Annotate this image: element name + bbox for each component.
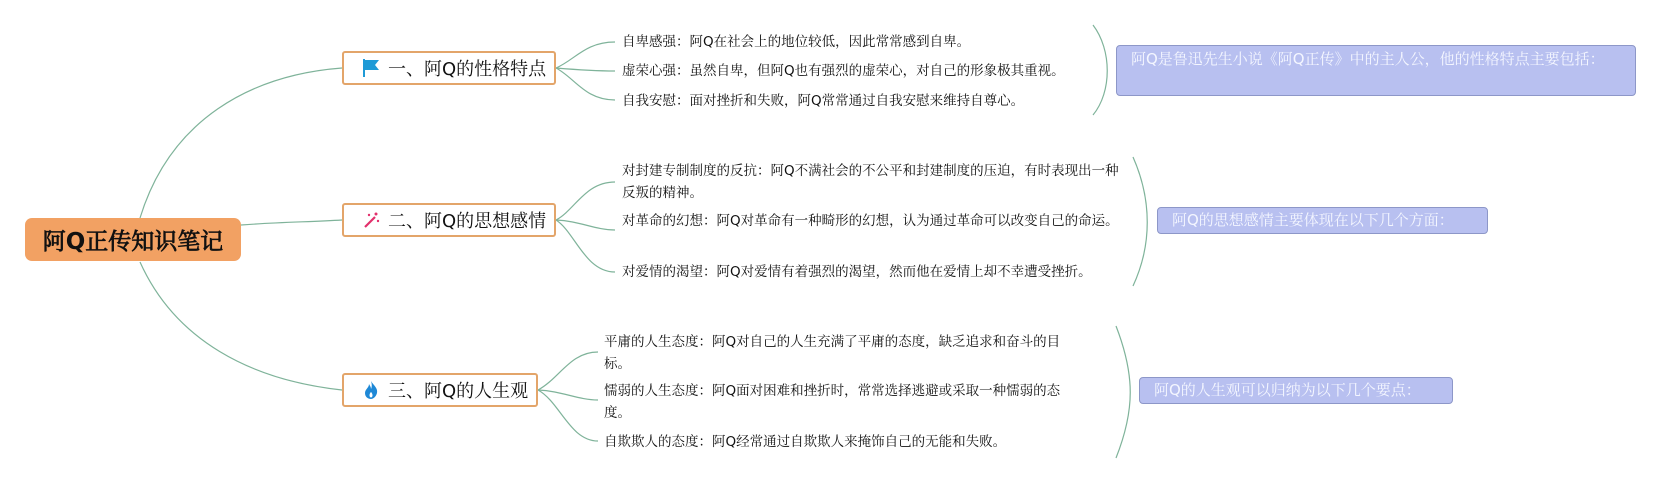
leaf-item[interactable]: 对爱情的渴望：阿Q对爱情有着强烈的渴望，然而他在爱情上却不幸遭受挫折。 <box>622 264 1092 280</box>
leaf-item[interactable]: 平庸的人生态度：阿Q对自己的人生充满了平庸的态度，缺乏追求和奋斗的目标。 <box>604 334 1061 372</box>
link-b2-item-1 <box>556 182 615 220</box>
link-root-branch-2 <box>241 220 342 225</box>
link-b3-item-1 <box>538 352 598 390</box>
leaf-item[interactable]: 自我安慰：面对挫折和失败，阿Q常常通过自我安慰来维持自尊心。 <box>622 93 1025 109</box>
flag-icon <box>360 57 382 79</box>
leaf-item[interactable]: 对封建专制制度的反抗：阿Q不满社会的不公平和封建制度的压迫，有时表现出一种反叛的精神。 <box>622 163 1119 201</box>
leaf-item[interactable]: 自卑感强：阿Q在社会上的地位较低，因此常常感到自卑。 <box>622 34 971 50</box>
branch-title: 三、阿Q的人生观 <box>388 381 529 402</box>
link-b1-item-3 <box>556 68 615 100</box>
branch-thoughts[interactable] <box>342 203 556 237</box>
bracket-3 <box>1116 326 1130 458</box>
magic-wand-icon <box>360 209 382 231</box>
summary-callout[interactable]: 阿Q的思想感情主要体现在以下几个方面： <box>1157 207 1488 234</box>
branch-personality[interactable] <box>342 51 556 85</box>
link-root-branch-1 <box>140 68 342 218</box>
link-b1-item-2 <box>556 68 615 71</box>
link-b1-item-1 <box>556 42 615 68</box>
summary-callout[interactable]: 阿Q是鲁迅先生小说《阿Q正传》中的主人公，他的性格特点主要包括： <box>1116 45 1636 96</box>
branch-title: 二、阿Q的思想感情 <box>388 211 547 232</box>
leaf-item[interactable]: 自欺欺人的态度：阿Q经常通过自欺欺人来掩饰自己的无能和失败。 <box>604 434 1007 450</box>
link-b3-item-3 <box>538 390 598 441</box>
root-topic[interactable]: 阿Q正传知识笔记 <box>25 218 241 261</box>
leaf-item[interactable]: 虚荣心强：虽然自卑，但阿Q也有强烈的虚荣心，对自己的形象极其重视。 <box>622 63 1065 79</box>
branch-outlook[interactable] <box>342 373 538 407</box>
link-b3-item-2 <box>538 390 598 400</box>
link-root-branch-3 <box>140 262 342 390</box>
leaf-item[interactable]: 懦弱的人生态度：阿Q面对困难和挫折时，常常选择逃避或采取一种懦弱的态度。 <box>604 383 1061 421</box>
summary-callout[interactable]: 阿Q的人生观可以归纳为以下几个要点： <box>1139 377 1453 404</box>
fire-icon <box>360 379 382 401</box>
link-b2-item-3 <box>556 220 615 272</box>
bracket-1 <box>1093 25 1107 115</box>
branch-title: 一、阿Q的性格特点 <box>388 59 547 80</box>
leaf-item[interactable]: 对革命的幻想：阿Q对革命有一种畸形的幻想，认为通过革命可以改变自己的命运。 <box>622 213 1119 229</box>
bracket-2 <box>1133 157 1147 286</box>
